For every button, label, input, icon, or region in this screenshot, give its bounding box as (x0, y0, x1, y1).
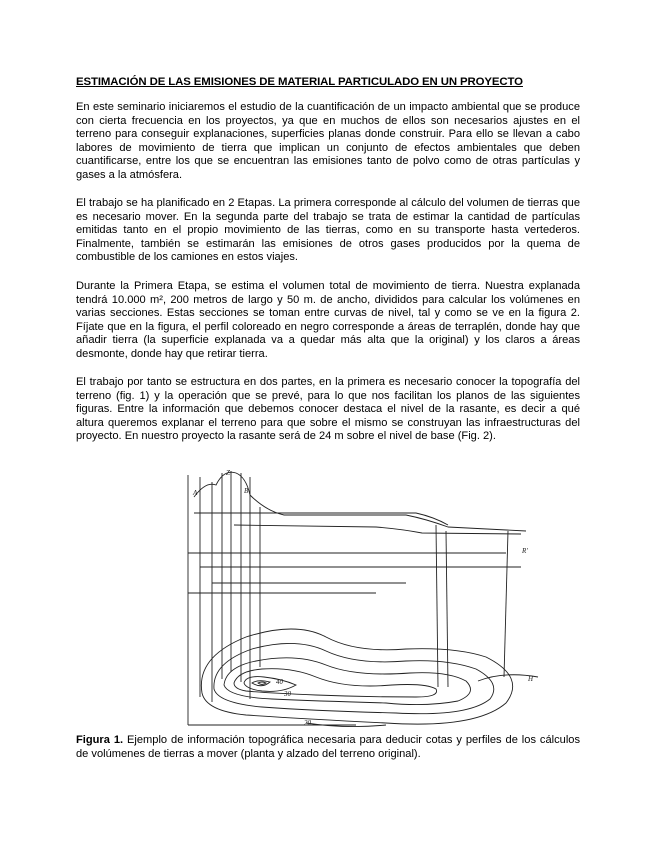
paragraph-stages: El trabajo se ha planificado en 2 Etapas. La primera corresponde al cálculo del volumen de tierras que es necesario mover. En la segunda parte del trabajo se trata de estimar la cantidad de partículas emitidas tanto en el propio movimiento de las tierras, como en su transporte hasta vertederos. Finalmente, también se estimarán las emisiones de otros gases producidos por la quema de combustible de los camiones en estos viajes. (76, 197, 580, 264)
vertical-post (436, 525, 438, 687)
terrain-profile (194, 472, 526, 531)
contour-line (252, 681, 270, 686)
label-b: B (244, 487, 249, 495)
label-z: Z (226, 469, 230, 477)
contour-line (224, 658, 471, 705)
document-title: ESTIMACIÓN DE LAS EMISIONES DE MATERIAL PARTICULADO EN UN PROYECTO (76, 76, 523, 88)
label-contour-30: 30 (284, 690, 291, 698)
figure-caption-text: Ejemplo de información topográfica necesaria para deducir cotas y perfiles de los cálculos de volúmenes de tierras a mover (planta y alzado del terreno original). (76, 734, 580, 760)
figure-caption-label: Figura 1. (76, 734, 124, 746)
label-contour-40: 40 (276, 678, 283, 686)
figure-caption (76, 734, 580, 761)
paragraph-intro: En este seminario iniciaremos el estudio de la cuantificación de un impacto ambiental que se produce con cierta frecuencia en los proyectos, ya que en muchos de ellos son necesarios ajustes en el terreno para conseguir explanaciones, superficies planas donde construir. Para ello se llevan a cabo labores de movimiento de tierra que implican un conjunto de efectos ambientales que deben cuantificarse, entre los que se encuentran las emisiones tanto de polvo como de otras partículas y gases a la atmósfera. (76, 101, 580, 181)
label-a: A (193, 489, 198, 497)
topographic-figure (186, 467, 558, 735)
contour-line (214, 643, 494, 713)
vertical-post (446, 531, 448, 687)
horizontal-line (234, 525, 521, 534)
label-contour-20: 20 (304, 719, 311, 727)
label-r: R' (522, 547, 528, 555)
contour-line (258, 682, 266, 685)
paragraph-structure: El trabajo por tanto se estructura en dos partes, en la primera es necesario conocer la topografía del terreno (fig. 1) y la operación que se prevé, para lo que nos facilitan los planos de las siguientes figuras. Entre la información que debemos conocer destaca el nivel de la rasante, es decir a qué altura queremos explanar el terreno para que sobre el mismo se construyan las infraestructuras del proyecto. En nuestro proyecto la rasante será de 24 m sobre el nivel de base (Fig. 2). (76, 376, 580, 443)
label-h: H (528, 675, 534, 683)
paragraph-first-stage: Durante la Primera Etapa, se estima el volumen total de movimiento de tierra. Nuestra explanada tendrá 10.000 m², 200 metros de largo y 50 m. de ancho, divididos para calcular los volúmenes en varias secciones. Estas secciones se toman entre curvas de nivel, tal y como se ve en la figura 2. Fíjate que en la figura, el perfil coloreado en negro corresponde a áreas de terraplén, donde hay que añadir tierra (la superficie explanada va a quedar más alta que la original) y los claros a áreas desmonte, donde hay que retirar tierra. (76, 280, 580, 360)
